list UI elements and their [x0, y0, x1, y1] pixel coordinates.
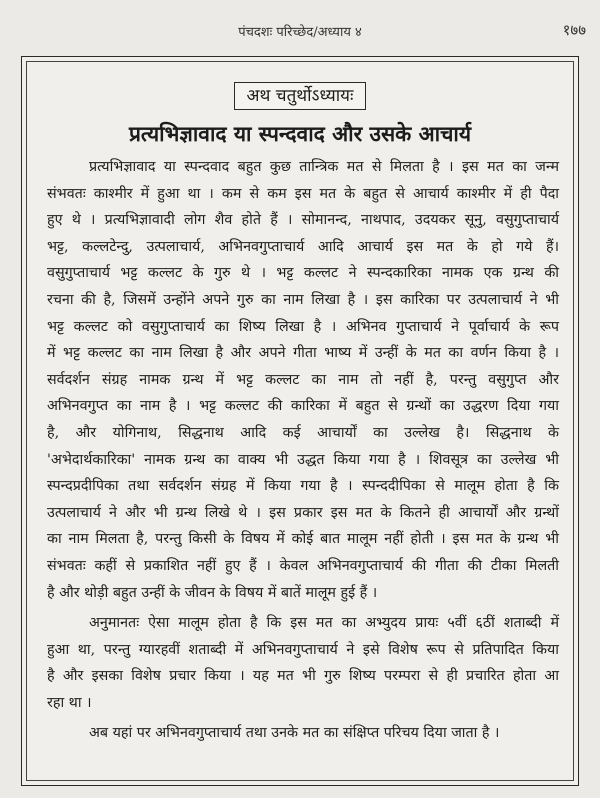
inner-border	[26, 61, 574, 781]
text-line: वसुगुप्ताचार्य भट्ट कल्लट के गुरु थे । भट्ट कल्लट ने स्पन्दकारिका नामक एक ग्रन्थ की	[47, 265, 559, 282]
page-border-frame	[21, 56, 579, 786]
paragraph-3	[47, 720, 559, 747]
text-line: है और इसका विशेष प्रचार किया । यह मत भी गुरु शिष्य परम्परा से ही प्रचारित होता आ	[47, 668, 559, 685]
text-line: में भट्ट कल्लट का नाम लिखा है और अपने गीता भाष्य में उन्हीं के मत का वर्णन किया है ।	[47, 345, 559, 362]
text-line: रचना की है, जिसमें उन्होंने अपने गुरु का नाम लिखा है । इस कारिका पर उत्पलाचार्य ने भी	[47, 291, 559, 308]
text-line: है, और योगिनाथ, सिद्धनाथ आदि कई आचार्यों का उल्लेख है। सिद्धनाथ के	[47, 424, 559, 441]
text-line: प्रत्यभिज्ञावाद या स्पन्दवाद बहुत कुछ तान्त्रिक मत से मिलता है । इस मत का जन्म	[89, 159, 559, 175]
chapter-heading-box: अथ चतुर्थोऽध्यायः	[234, 82, 367, 110]
text-line: हुआ था, परन्तु ग्यारहवीं शताब्दी में अभिनवगुप्ताचार्य ने इसे विशेष रूप से प्रतिपादित किया	[47, 641, 559, 658]
text-line: अभिनवगुप्त का नाम है । भट्ट कल्लट की कारिका में बहुत से ग्रन्थों का उद्धरण दिया गया	[47, 398, 559, 415]
text-line: अब यहां पर अभिनवगुप्ताचार्य तथा उनके मत का संक्षिप्त परिचय दिया जाता है ।	[89, 725, 500, 742]
running-header-title: पंचदशः परिच्छेद/अध्याय ४	[238, 25, 362, 40]
text-line: उत्पलाचार्य ने और भी ग्रन्थ लिखे थे । इस प्रकार इस मत के कितने ही आचार्यों और ग्रन्थों	[47, 504, 559, 521]
text-line: 'अभेदार्थकारिका' नामक ग्रन्थ का वाक्य भी उद्धत किया गया है । शिवसूत्र का उल्लेख भी	[47, 451, 559, 468]
paragraph-2	[47, 610, 559, 716]
text-line: अनुमानतः ऐसा मालूम होता है कि इस मत का अभ्युदय प्रायः ५वीं ६ठीं शताब्दी में	[89, 615, 559, 632]
text-line: सर्वदर्शन संग्रह नामक ग्रन्थ में भट्ट कल्लट का नाम तो नहीं है, परन्तु वसुगुप्त और	[47, 371, 559, 388]
text-line: भट्ट, कल्लटेन्दु, उत्पलाचार्य, अभिनवगुप्ताचार्य आदि आचार्य इस मत के हो गये हैं।	[47, 238, 559, 255]
running-header	[0, 0, 600, 40]
paragraph-1	[47, 154, 559, 606]
text-line: भट्ट कल्लट को वसुगुप्ताचार्य का शिष्य लिखा है । अभिनव गुप्ताचार्य ने पूर्वाचार्य के रूप	[47, 318, 559, 335]
text-line: संभवतः काश्मीर में हुआ था । कम से कम इस मत के बहुत से आचार्य काश्मीर में ही पैदा	[47, 185, 559, 202]
text-line: रहा था ।	[47, 694, 92, 711]
text-line: है और थोड़ी बहुत उन्हीं के जीवन के विषय में बातें मालूम हुई हैं ।	[47, 584, 378, 601]
text-line: संभवतः कहीं से प्रकाशित नहीं हुए हैं । केवल अभिनवगुप्ताचार्य की गीता की टीका मिलती	[47, 557, 559, 574]
text-line: स्पन्दप्रदीपिका तथा सर्वदर्शन संग्रह में किया गया है । स्पन्ददीपिका से मालूम होता है कि	[47, 478, 559, 495]
chapter-heading-wrap	[27, 82, 573, 110]
text-line: का नाम मिलता है, परन्तु किसी के विषय में कोई बात मालूम नहीं होती । इस मत के ग्रन्थ भी	[47, 531, 559, 548]
page-number: १७७	[562, 21, 586, 39]
text-line: हुए थे । प्रत्यभिज्ञावादी लोग शैव होते हैं । सोमानन्द, नाथपाद, उदयकर सूनु, वसुगुप्ताचार्य	[47, 212, 559, 229]
body-text	[47, 154, 559, 751]
section-title: प्रत्यभिज्ञावाद या स्पन्दवाद और उसके आचार्य	[128, 121, 472, 146]
